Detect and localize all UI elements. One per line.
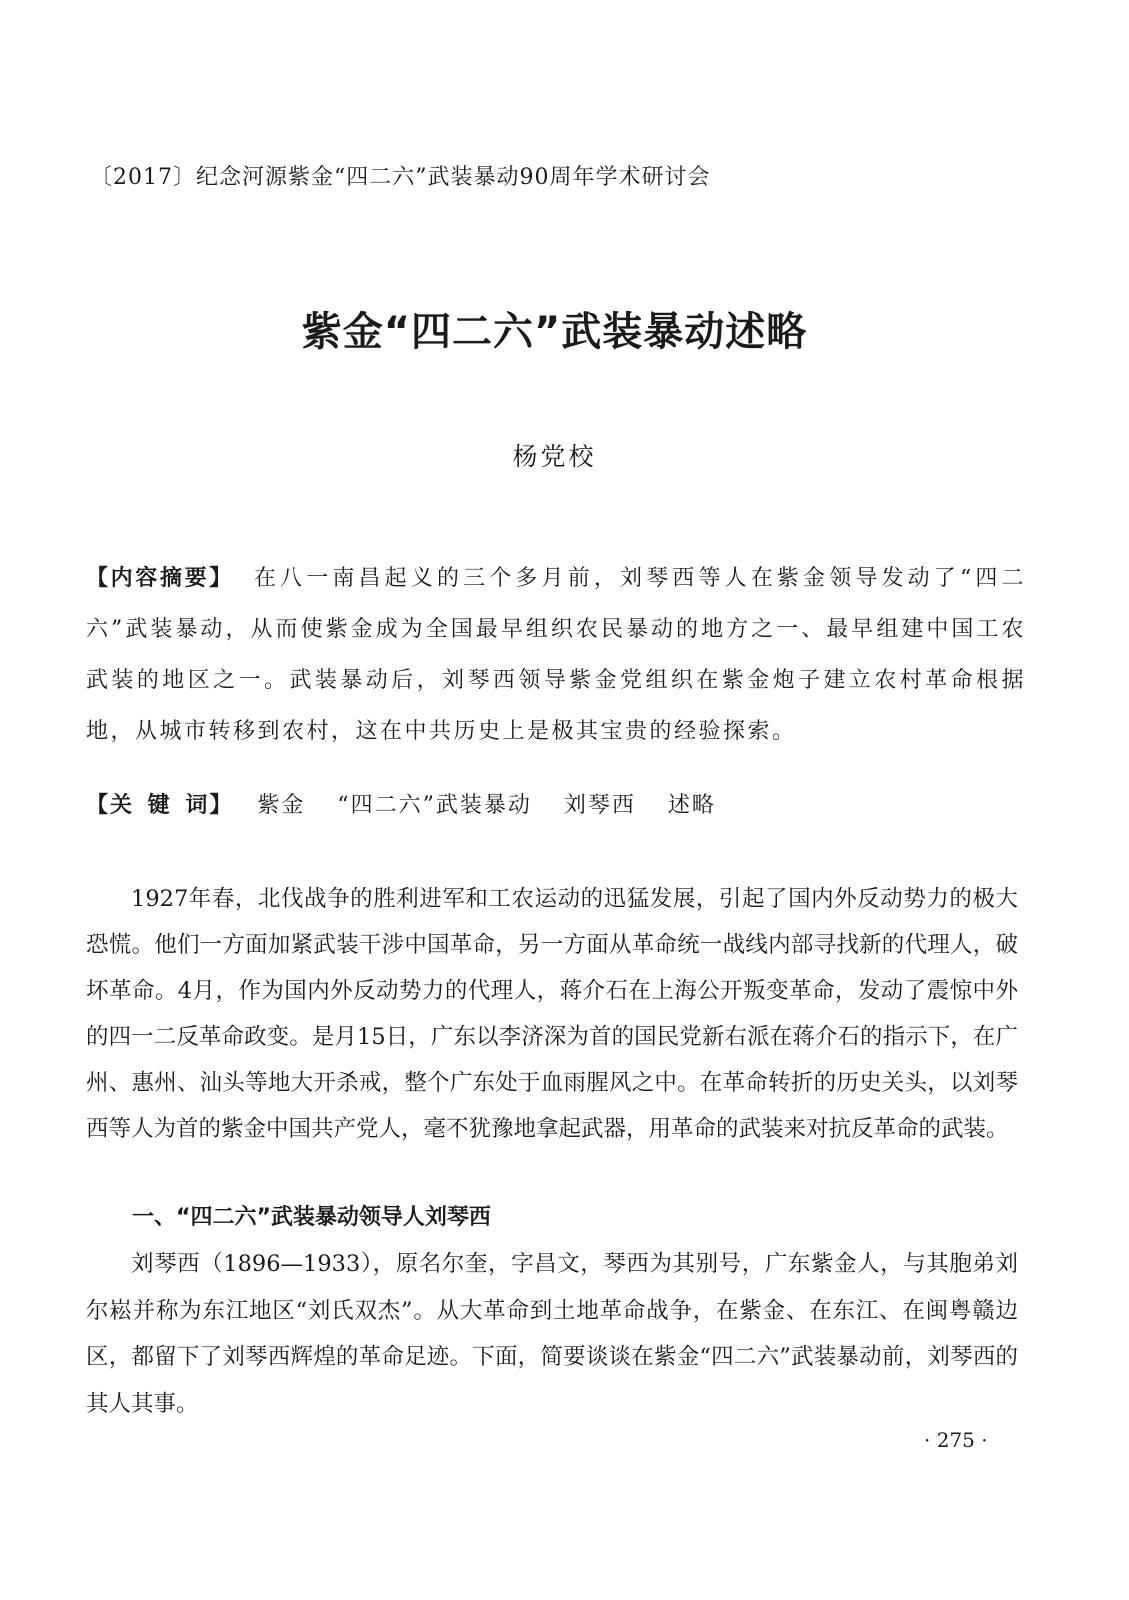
conference-series-header: 〔2017〕纪念河源紫金“四二六”武装暴动90周年学术研讨会 (90, 165, 711, 190)
keywords-block (86, 788, 748, 819)
section-heading: 一、“四二六”武装暴动领导人刘琴西 (132, 1205, 491, 1230)
keyword-item: 紫金 (257, 793, 306, 818)
body-paragraph-2: 刘琴西（1896—1933），原名尔奎，字昌文，琴西为其别号，广东紫金人，与其胞弟刘尔崧并称为东江地区“刘氏双杰”。从大革命到土地革命战争，在紫金、在东江、在闽粤赣边区，都留下了刘琴西辉煌的革命足迹。下面，简要谈谈在紫金“四二六”武装暴动前，刘琴西的其人其事。 (86, 1251, 1018, 1417)
article-title: 紫金“四二六”武装暴动述略 (301, 309, 808, 355)
keyword-item: “四二六”武装暴动 (337, 793, 532, 818)
abstract-block (86, 553, 1026, 757)
keywords-label: 【关 键 词】 (86, 793, 234, 818)
abstract-label: 【内容摘要】 (86, 566, 234, 591)
abstract-text: 在八一南昌起义的三个多月前，刘琴西等人在紫金领导发动了“四二六”武装暴动，从而使紫金成为全国最早组织农民暴动的地方之一、最早组建中国工农武装的地区之一。武装暴动后，刘琴西领导紫金党组织在紫金炮子建立农村革命根据地，从城市转移到农村，这在中共历史上是极其宝贵的经验探索。 (86, 566, 1026, 744)
page-number: · 275 · (924, 1428, 988, 1452)
article-author: 杨党校 (512, 442, 597, 471)
body-paragraph-1: 1927年春，北伐战争的胜利进军和工农运动的迅猛发展，引起了国内外反动势力的极大恐慌。他们一方面加紧武装干涉中国革命，另一方面从革命统一战线内部寻找新的代理人，破坏革命。4月，作为国内外反动势力的代理人，蒋介石在上海公开叛变革命，发动了震惊中外的四一二反革命政变。是月15日，广东以李济深为首的国民党新右派在蒋介石的指示下，在广州、惠州、汕头等地大开杀戒，整个广东处于血雨腥风之中。在革命转折的历史关头，以刘琴西等人为首的紫金中国共产党人，毫不犹豫地拿起武器，用革命的武装来对抗反革命的武装。 (86, 886, 1018, 1142)
keyword-item: 刘琴西 (563, 793, 636, 818)
keyword-item: 述略 (667, 793, 716, 818)
